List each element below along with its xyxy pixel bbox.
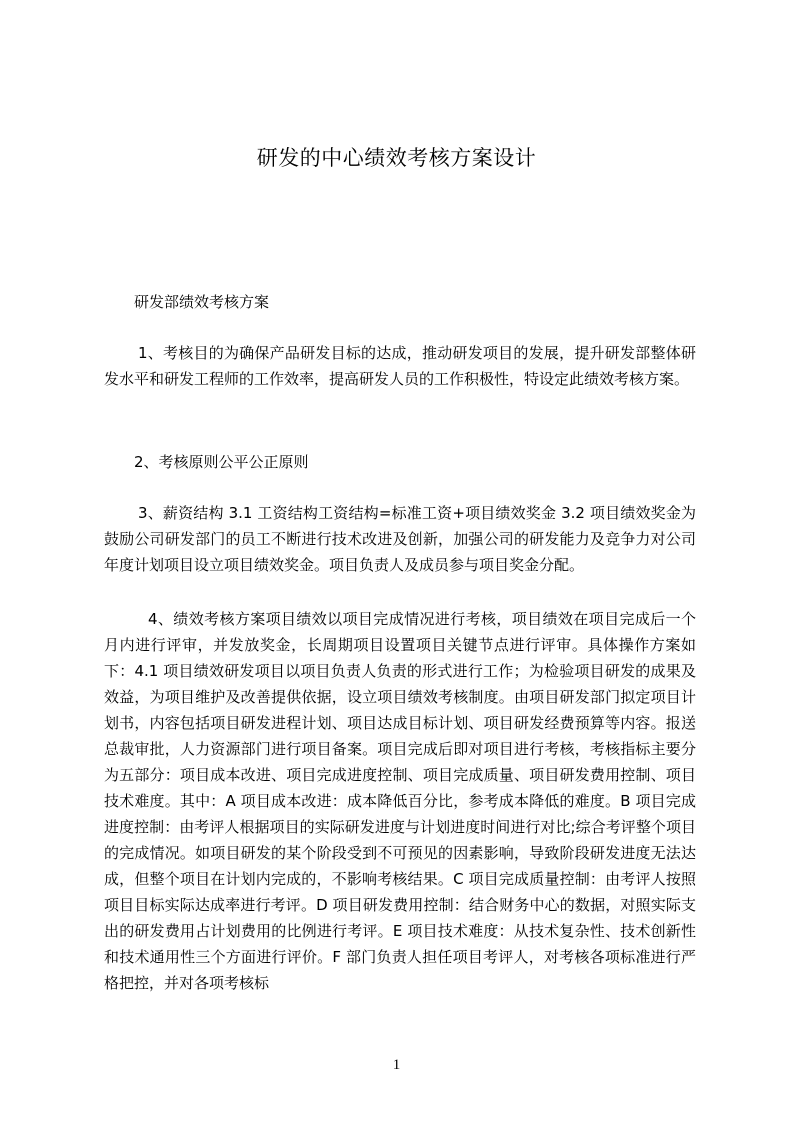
paragraph-purpose: 1、考核目的为确保产品研发目标的达成，推动研发项目的发展，提升研发部整体研发水平和研发工程师的工作效率，提高研发人员的工作积极性，特设定此绩效考核方案。 <box>104 344 696 388</box>
page-number: 1 <box>392 1057 401 1073</box>
document-title: 研发的中心绩效考核方案设计 <box>256 146 537 170</box>
section-heading: 研发部绩效考核方案 <box>134 293 270 311</box>
paragraph-principle: 2、考核原则公平公正原则 <box>134 453 309 471</box>
paragraph-assessment-plan: 4、绩效考核方案项目绩效以项目完成情况进行考核，项目绩效在项目完成后一个月内进行评审，并发放奖金，长周期项目设置项目关键节点进行评审。具体操作方案如下：4.1 项目绩效研发项目以项目负责人负责的形式进行工作；为检验项目研发的成果及效益，为项目维护及改善提供依据，设立项目绩效考核制度。由项目研发部门拟定项目计划书，内容包括项目研发进程计划、项目达成目标计划、项目研发经费预算等内容。报送总裁审批，人力资源部门进行项目备案。项目完成后即对项目进行考核，考核指标主要分为五部分：项目成本改进、项目完成进度控制、项目完成质量、项目研发费用控制、项目技术难度。其中：A 项目成本改进：成本降低百分比，参考成本降低的难度。B 项目完成进度控制：由考评人根据项目的实际研发进度与计划进度时间进行对比;综合考评整个项目的完成情况。如项目研发的某个阶段受到不可预见的因素影响，导致阶段研发进度无法达成，但整个项目在计划内完成的，不影响考核结果。C 项目完成质量控制：由考评人按照项目目标实际达成率进行考评。D 项目研发费用控制：结合财务中心的数据，对照实际支出的研发费用占计划费用的比例进行考评。E 项目技术难度：从技术复杂性、技术创新性和技术通用性三个方面进行评价。F 部门负责人担任项目考评人，对考核各项标准进行严格把控，并对各项考核标 <box>104 610 696 992</box>
paragraph-salary-structure: 3、薪资结构 3.1 工资结构工资结构=标准工资+项目绩效奖金 3.2 项目绩效奖金为鼓励公司研发部门的员工不断进行技术改进及创新，加强公司的研发能力及竞争力对公司年度计划项目设立项目绩效奖金。项目负责人及成员参与项目奖金分配。 <box>104 504 696 574</box>
